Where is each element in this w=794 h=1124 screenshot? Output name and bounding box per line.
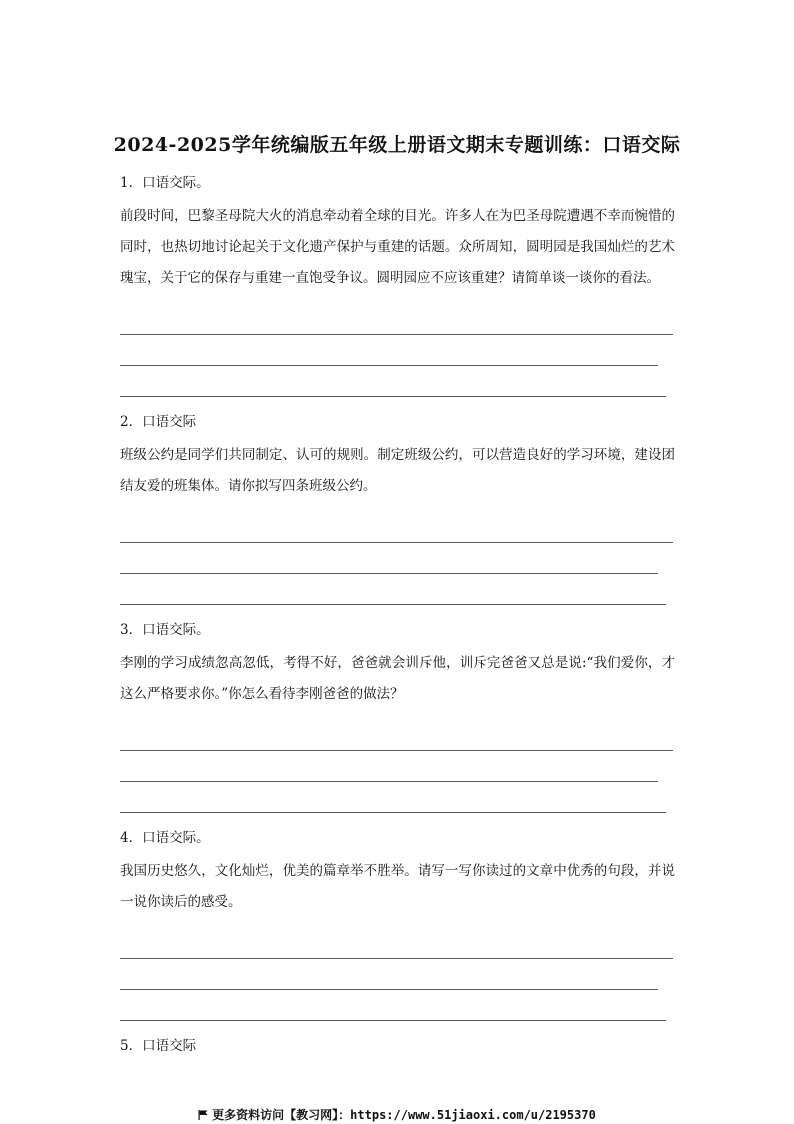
question-2 [120,411,675,619]
answer-area[interactable] [120,928,675,1021]
answer-area[interactable] [120,304,675,397]
footer [0,1106,794,1123]
answer-line[interactable] [120,304,673,335]
page-title: 2024-2025学年统编版五年级上册语文期末专题训练：口语交际 [113,134,681,156]
question-text: 班级公约是同学们共同制定、认可的规则。制定班级公约，可以营造良好的学习环境，建设团结友爱的班集体。请你拟写四条班级公约。 [120,447,675,494]
answer-line[interactable] [120,959,658,990]
question-4 [120,827,675,1035]
question-3 [120,619,675,827]
question-text: 我国历史悠久，文化灿烂，优美的篇章举不胜举。请写一写你读过的文章中优秀的句段，并说一说你读后的感受。 [120,863,675,910]
answer-line[interactable] [120,751,658,782]
answer-line[interactable] [120,512,673,543]
answer-line[interactable] [120,543,658,574]
question-heading: 4．口语交际。 [120,830,210,846]
question-heading: 5．口语交际 [120,1038,197,1054]
question-text: 李刚的学习成绩忽高忽低，考得不好，爸爸就会训斥他，训斥完爸爸又总是说:“我们爱你，才这么严格要求你。”你怎么看待李刚爸爸的做法？ [120,655,675,702]
answer-area[interactable] [120,720,675,813]
question-text: 前段时间，巴黎圣母院大火的消息牵动着全球的目光。许多人在为巴圣母院遭遇不幸而惋惜的同时，也热切地讨论起关于文化遗产保护与重建的话题。众所周知，圆明园是我国灿烂的艺术瑰宝，关于它的保存与重建一直饱受争议。圆明园应不应该重建？请简单谈一谈你的看法。 [120,208,675,286]
answer-area[interactable] [120,512,675,605]
question-5 [120,1035,675,1057]
question-list [120,172,675,1057]
answer-line[interactable] [120,782,666,813]
answer-line[interactable] [120,990,666,1021]
question-heading: 1．口语交际。 [120,175,210,191]
question-heading: 3．口语交际。 [120,622,210,638]
question-heading: 2．口语交际 [120,414,197,430]
answer-line[interactable] [120,928,673,959]
answer-line[interactable] [120,366,666,397]
footer-link[interactable]: 更多资料访问【教习网】：https://www.51jiaoxi.com/u/2195370 [212,1108,596,1122]
question-1 [120,172,675,411]
answer-line[interactable] [120,335,658,366]
flag-icon [198,1109,208,1119]
answer-line[interactable] [120,720,673,751]
answer-line[interactable] [120,574,666,605]
